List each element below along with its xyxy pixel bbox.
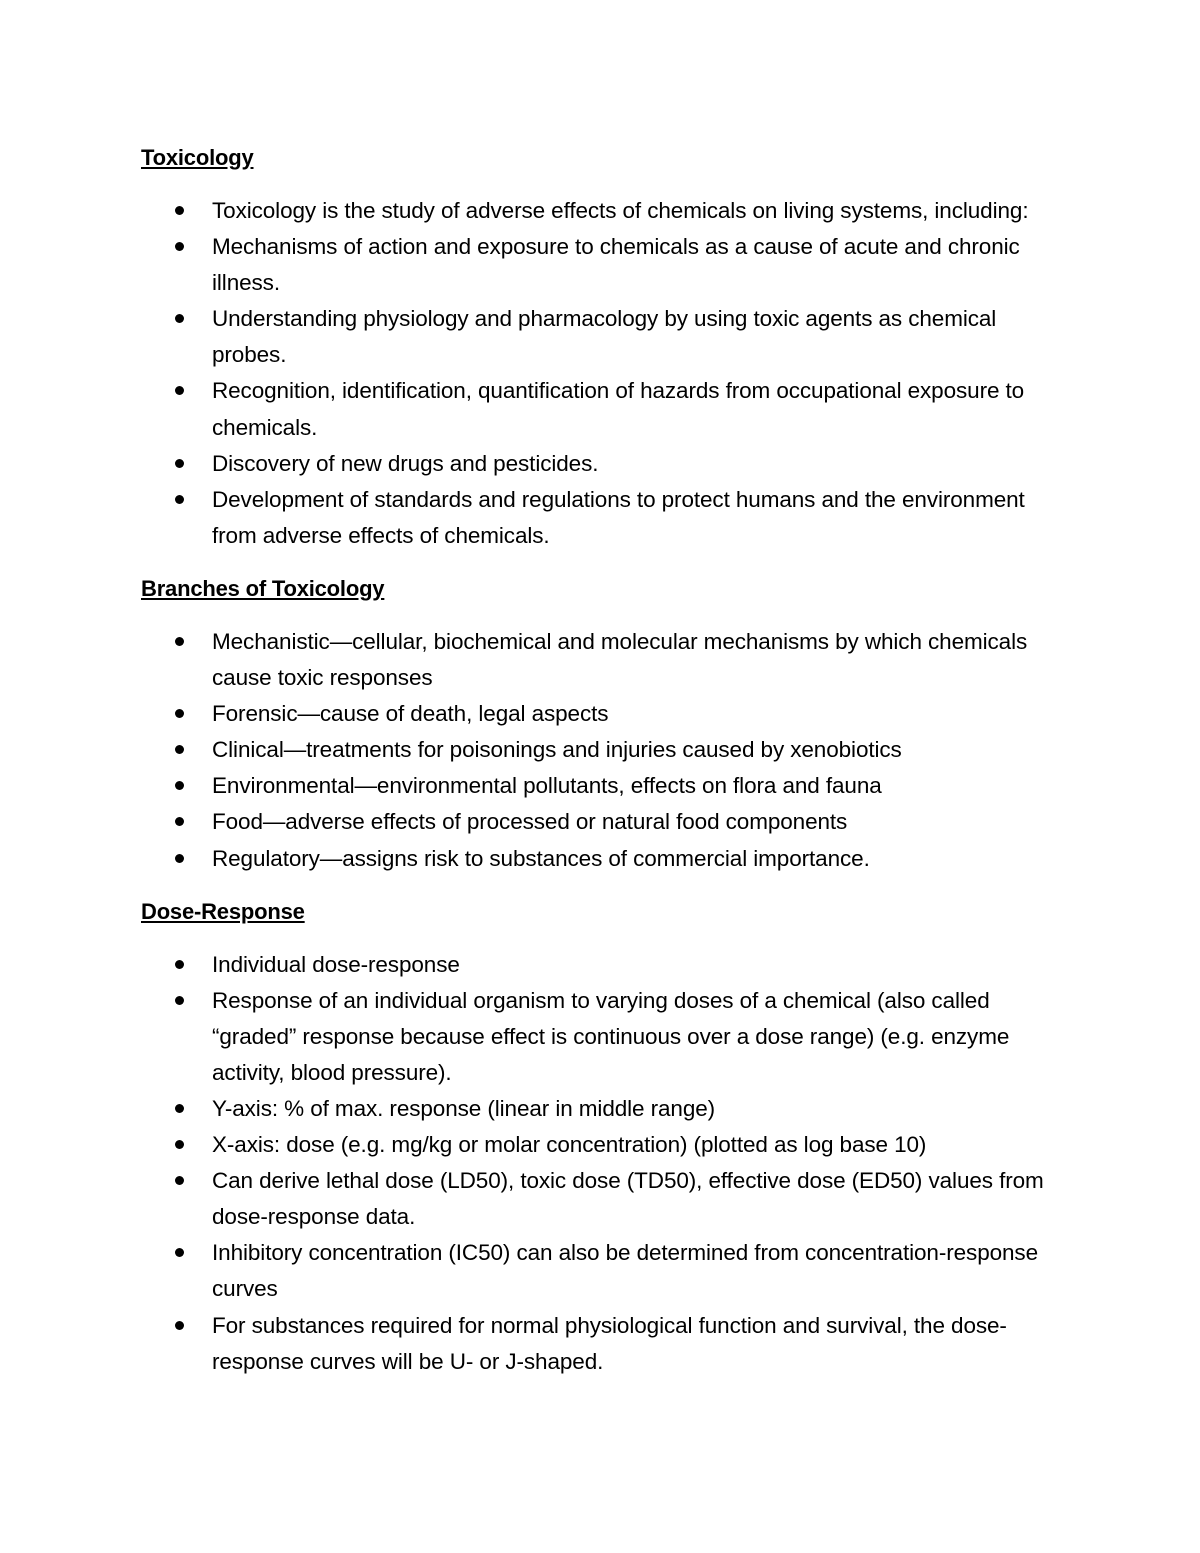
list-item-text: Understanding physiology and pharmacology by using toxic agents as chemical probes. (212, 306, 997, 368)
list-item-text: Toxicology is the study of adverse effects of chemicals on living systems, including: (212, 198, 1029, 223)
bullet-icon (175, 960, 184, 969)
list-item (141, 373, 1061, 445)
bullet-icon (175, 637, 184, 646)
bullet-list (141, 193, 1061, 554)
list-item-text: Environmental—environmental pollutants, effects on flora and fauna (212, 773, 882, 799)
section-heading: Toxicology (141, 145, 254, 170)
list-item (141, 229, 1061, 301)
bullet-icon (175, 495, 184, 504)
list-item-text: Forensic—cause of death, legal aspects (212, 701, 609, 727)
list-item (141, 804, 1061, 840)
list-item (141, 624, 1061, 696)
list-item (141, 841, 1061, 877)
bullet-list (141, 624, 1061, 877)
section-branches-of-toxicology (141, 571, 1061, 877)
list-item-text: Regulatory—assigns risk to substances of commercial importance. (212, 845, 870, 871)
list-item-text: For substances required for normal physiological function and survival, the dose-response curves will be U- or J-shaped. (212, 1312, 1007, 1374)
bullet-icon (175, 817, 184, 826)
bullet-icon (175, 386, 184, 395)
bullet-icon (175, 1140, 184, 1149)
bullet-icon (175, 709, 184, 718)
bullet-icon (175, 781, 184, 790)
list-item (141, 1127, 1061, 1163)
list-item-text: Development of standards and regulations to protect humans and the environment from adverse effects of chemicals. (212, 486, 1025, 548)
bullet-icon (175, 206, 184, 215)
list-item-text: Food—adverse effects of processed or natural food components (212, 809, 848, 835)
list-item (141, 446, 1061, 482)
bullet-icon (175, 1248, 184, 1257)
section-heading: Branches of Toxicology (141, 575, 385, 601)
list-item (141, 1091, 1061, 1127)
list-item (141, 482, 1061, 554)
bullet-icon (175, 459, 184, 468)
list-item (141, 1308, 1061, 1380)
list-item-text: Y-axis: % of max. response (linear in middle range) (212, 1095, 716, 1121)
bullet-icon (175, 314, 184, 323)
section-heading: Dose-Response (141, 898, 305, 924)
bullet-icon (175, 1176, 184, 1185)
list-item (141, 193, 1061, 229)
list-item-text: Mechanisms of action and exposure to chemicals as a cause of acute and chronic illness. (212, 234, 1020, 296)
list-item-text: Clinical—treatments for poisonings and injuries caused by xenobiotics (212, 737, 902, 763)
list-item (141, 1235, 1061, 1307)
list-item-text: Inhibitory concentration (IC50) can also be determined from concentration-response curves (212, 1240, 1038, 1302)
list-item-text: Discovery of new drugs and pesticides. (212, 450, 599, 476)
list-item (141, 1163, 1061, 1235)
list-item-text: Mechanistic—cellular, biochemical and molecular mechanisms by which chemicals cause toxic responses (212, 628, 1028, 691)
bullet-icon (175, 996, 184, 1005)
list-item (141, 301, 1061, 373)
document-page (141, 140, 1061, 1397)
section-toxicology (141, 140, 1061, 554)
bullet-icon (175, 854, 184, 863)
bullet-icon (175, 242, 184, 251)
list-item (141, 947, 1061, 983)
bullet-icon (175, 1321, 184, 1330)
list-item-text: Can derive lethal dose (LD50), toxic dose (TD50), effective dose (ED50) values from dose-response data. (212, 1168, 1044, 1230)
list-item-text: Individual dose-response (212, 951, 460, 977)
bullet-icon (175, 1104, 184, 1113)
list-item-text: X-axis: dose (e.g. mg/kg or molar concentration) (plotted as log base 10) (212, 1132, 927, 1158)
list-item-text: Response of an individual organism to varying doses of a chemical (also called “graded” response because effect is continuous over a dose range) (e.g. enzyme activity, blood pressure). (212, 987, 1010, 1085)
list-item (141, 696, 1061, 732)
list-item-text: Recognition, identification, quantification of hazards from occupational exposure to chemicals. (212, 378, 1025, 440)
list-item (141, 768, 1061, 804)
section-dose-response (141, 894, 1061, 1380)
list-item (141, 983, 1061, 1091)
bullet-icon (175, 745, 184, 754)
bullet-list (141, 947, 1061, 1380)
list-item (141, 732, 1061, 768)
